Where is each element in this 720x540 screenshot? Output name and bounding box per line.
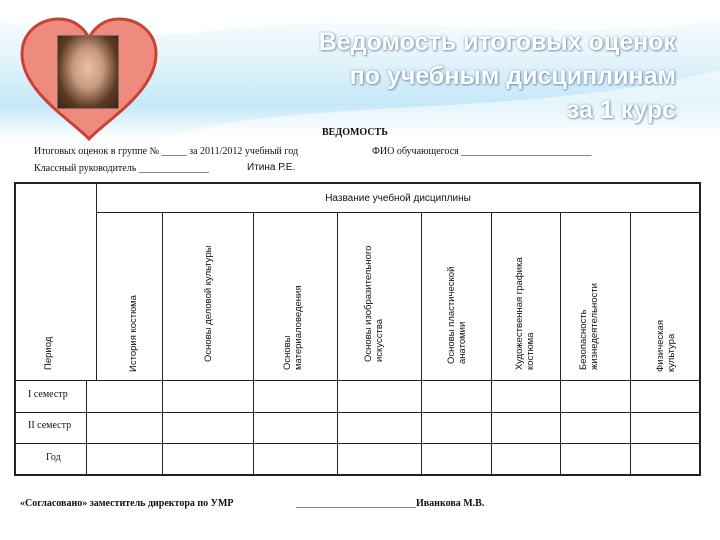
- page-title-line2: по учебным дисциплинам: [349, 62, 676, 90]
- form-heading: ВЕДОМОСТЬ: [322, 127, 388, 138]
- page-title-line1: Ведомость итоговых оценок: [318, 28, 676, 56]
- footer-signature-line: ________________________: [296, 498, 416, 509]
- form-group-line: Итоговых оценок в группе № _____ за 2011/2012 учебный год: [34, 146, 299, 157]
- footer-approval: «Согласовано» заместитель директора по УМР: [20, 498, 234, 509]
- column-header: Основы деловой культуры: [203, 245, 214, 362]
- row-label-semester-2: II семестр: [28, 420, 72, 431]
- row-label-year: Год: [46, 452, 61, 463]
- column-header: Физическая культура: [655, 320, 677, 372]
- form-teacher-name: Итина Р.Е.: [247, 162, 296, 173]
- column-header: Основы материаловедения: [282, 285, 304, 370]
- column-header: Художественная графика костюма: [514, 257, 536, 370]
- student-photo: [57, 35, 119, 109]
- column-header: Основы пластической анатомии: [446, 266, 468, 364]
- column-header: Безопасность жизнедеятельности: [578, 283, 600, 370]
- column-header: Основы изобразительного искусства: [363, 245, 385, 362]
- column-header: История костюма: [128, 295, 139, 372]
- period-header: Период: [43, 336, 54, 370]
- form-student-name-line: ФИО обучающегося __________________________: [372, 146, 592, 157]
- row-label-semester-1: I семестр: [28, 389, 68, 400]
- page-title-line3: за 1 курс: [566, 96, 676, 124]
- footer-director-name: Иванкова М.В.: [416, 498, 485, 509]
- discipline-header: Название учебной дисциплины: [325, 192, 471, 204]
- form-teacher-line: Классный руководитель ______________: [34, 163, 209, 174]
